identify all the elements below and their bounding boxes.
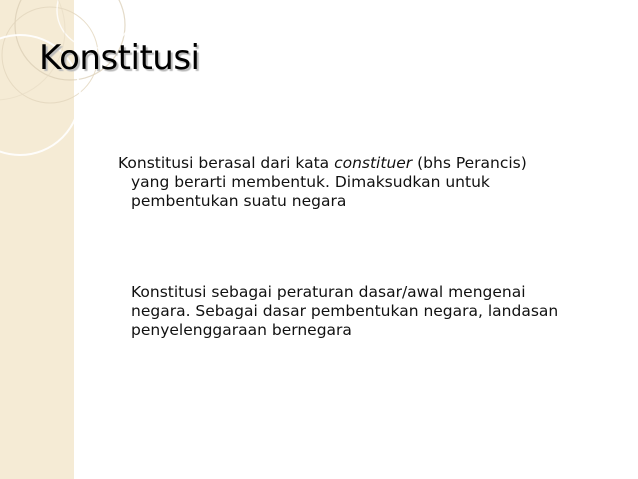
paragraph-definition-line-2: yang berarti membentuk. Dimaksudkan untuk: [131, 173, 490, 191]
definition-italic-term: constituer: [334, 154, 413, 172]
decorative-swirl-graphic: [0, 0, 200, 170]
paragraph-definition-line-1: [118, 154, 601, 173]
paragraph-function: [131, 283, 601, 340]
definition-text-start: Konstitusi berasal dari kata: [118, 154, 335, 172]
paragraph-function-line-2: negara. Sebagai dasar pembentukan negara, landasan: [131, 302, 559, 320]
paragraph-function-line-3: penyelenggaraan bernegara: [131, 321, 352, 339]
slide-title: Konstitusi: [39, 38, 200, 78]
paragraph-definition-line-3: pembentukan suatu negara: [131, 192, 347, 210]
paragraph-function-line-1: Konstitusi sebagai peraturan dasar/awal mengenai: [131, 283, 526, 301]
definition-text-end: (bhs Perancis): [412, 154, 527, 172]
paragraph-definition: [118, 154, 601, 211]
